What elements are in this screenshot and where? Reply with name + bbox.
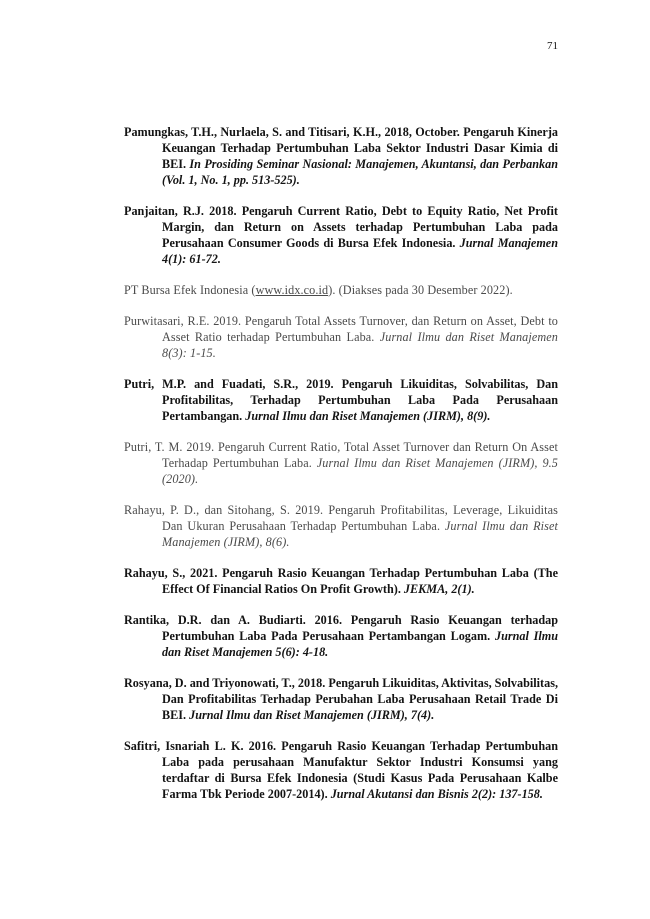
reference-text: Putri, M.P. and Fuadati, S.R., 2019. Pengaruh Likuiditas, Solvabilitas, Dan Profitabilitas, Terhadap Pertumbuhan Laba Pada Perusahaan Pertambangan.	[124, 377, 558, 423]
reference-text: Rahayu, P. D., dan Sitohang, S. 2019. Pengaruh Profitabilitas, Leverage, Likuiditas Dan Ukuran Perusahaan Terhadap Pertumbuhan Laba.	[124, 503, 558, 533]
reference-entry	[124, 313, 558, 361]
reference-entry	[124, 738, 558, 802]
reference-entry	[124, 124, 558, 188]
reference-source: Jurnal Ilmu dan Riset Manajemen 8(3): 1-15.	[162, 330, 558, 360]
reference-text: PT Bursa Efek Indonesia (	[124, 283, 256, 297]
reference-source: Jurnal Ilmu dan Riset Manajemen (JIRM), 9.5 (2020).	[162, 456, 558, 486]
reference-source: Jurnal Ilmu dan Riset Manajemen (JIRM), 8(6).	[162, 519, 558, 549]
reference-link[interactable]: www.idx.co.id	[255, 283, 329, 297]
reference-text: Rosyana, D. and Triyonowati, T., 2018. Pengaruh Likuiditas, Aktivitas, Solvabilitas, Dan Profitabilitas Terhadap Perubahan Laba Perusahaan Retail Trade Di BEI.	[124, 676, 558, 722]
reference-entry	[124, 612, 558, 660]
reference-text: Purwitasari, R.E. 2019. Pengaruh Total Assets Turnover, dan Return on Asset, Debt to Asset Ratio terhadap Pertumbuhan Laba.	[124, 314, 558, 344]
reference-source: Jurnal Manajemen 4(1): 61-72.	[162, 236, 558, 266]
reference-source: Jurnal Ilmu dan Riset Manajemen (JIRM), 8(9).	[245, 409, 491, 423]
reference-entry	[124, 282, 558, 298]
reference-source: JEKMA, 2(1).	[403, 582, 475, 596]
reference-text: Rantika, D.R. dan A. Budiarti. 2016. Pengaruh Rasio Keuangan terhadap Pertumbuhan Laba Pada Perusahaan Pertambangan Logam.	[124, 613, 558, 643]
page-number: 71	[547, 40, 558, 52]
reference-source: In Prosiding Seminar Nasional: Manajemen, Akuntansi, dan Perbankan (Vol. 1, No. 1, pp. 513-525).	[162, 157, 558, 187]
reference-text: Pamungkas, T.H., Nurlaela, S. and Titisari, K.H., 2018, October. Pengaruh Kinerja Keuangan Terhadap Pertumbuhan Laba Sektor Industri Dasar Kimia di BEI.	[124, 125, 558, 171]
reference-entry	[124, 376, 558, 424]
reference-text: Safitri, Isnariah L. K. 2016. Pengaruh Rasio Keuangan Terhadap Pertumbuhan Laba pada perusahaan Manufaktur Sektor Industri Konsumsi yang terdaftar di Bursa Efek Indonesia (Studi Kasus Pada Perusahaan Kalbe Farma Tbk Periode 2007-2014).	[124, 739, 558, 801]
reference-text: Panjaitan, R.J. 2018. Pengaruh Current Ratio, Debt to Equity Ratio, Net Profit Margin, dan Return on Assets terhadap Pertumbuhan Laba pada Perusahaan Consumer Goods di Bursa Efek Indonesia.	[124, 204, 558, 250]
reference-text: Putri, T. M. 2019. Pengaruh Current Ratio, Total Asset Turnover dan Return On Asset Terhadap Pertumbuhan Laba.	[124, 440, 558, 470]
reference-source: Jurnal Ilmu dan Riset Manajemen (JIRM), 7(4).	[189, 708, 435, 722]
reference-source: Jurnal Akutansi dan Bisnis 2(2): 137-158.	[330, 787, 543, 801]
reference-entry	[124, 439, 558, 487]
reference-text: ). (Diakses pada 30 Desember 2022).	[328, 283, 513, 297]
reference-entry	[124, 502, 558, 550]
reference-text: Rahayu, S., 2021. Pengaruh Rasio Keuangan Terhadap Pertumbuhan Laba (The Effect Of Financial Ratios On Profit Growth).	[124, 566, 558, 596]
reference-source: Jurnal Ilmu dan Riset Manajemen 5(6): 4-18.	[162, 629, 558, 659]
reference-entry	[124, 203, 558, 267]
reference-entry	[124, 565, 558, 597]
reference-entry	[124, 675, 558, 723]
reference-list	[124, 124, 558, 817]
